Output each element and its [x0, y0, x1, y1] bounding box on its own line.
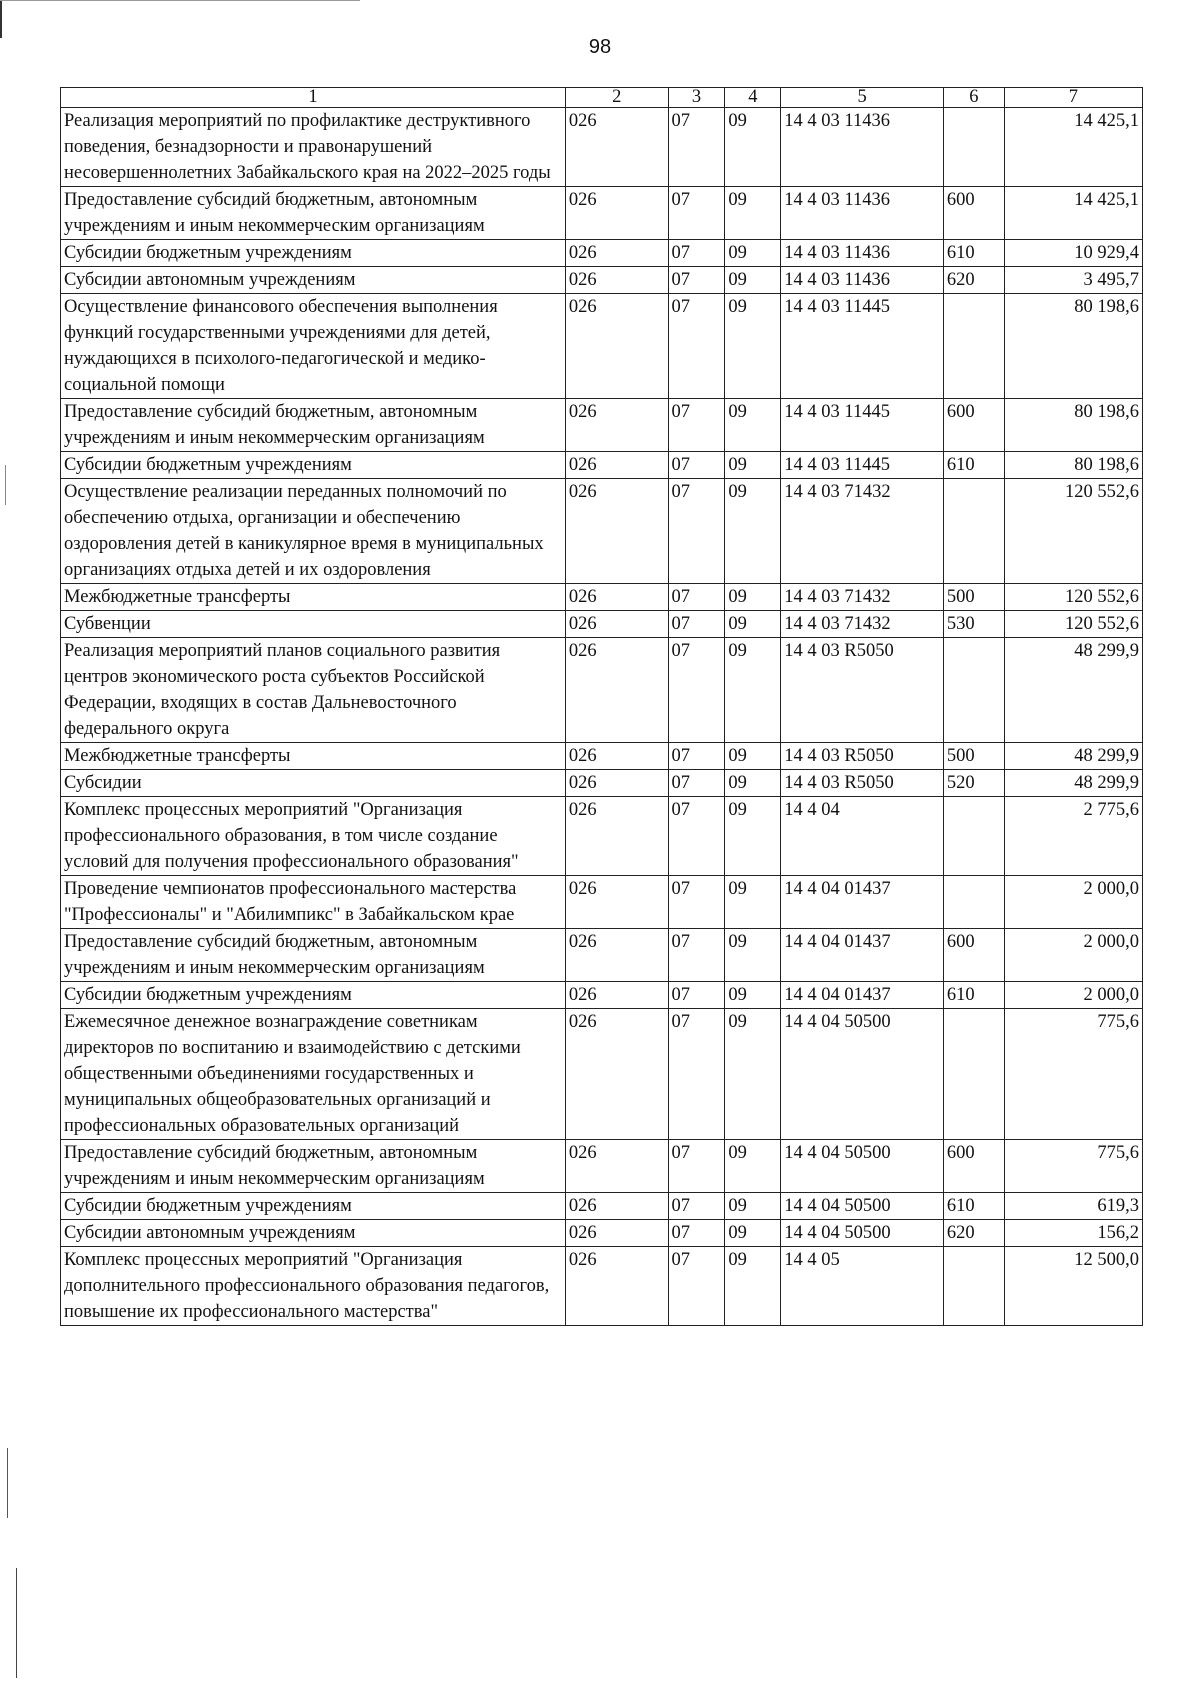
table-row	[61, 1220, 1143, 1247]
row-sum-cell: 14 425,1	[1004, 108, 1142, 187]
row-target-article-cell: 14 4 04 50500	[781, 1193, 944, 1220]
row-sum-cell: 120 552,6	[1004, 479, 1142, 584]
row-subsection-cell: 09	[725, 982, 781, 1009]
row-target-article-cell: 14 4 04 01437	[781, 876, 944, 929]
row-target-article-cell: 14 4 05	[781, 1247, 944, 1326]
row-section-cell: 07	[668, 797, 725, 876]
row-subsection-cell: 09	[725, 479, 781, 584]
row-target-article-cell: 14 4 03 R5050	[781, 770, 944, 797]
row-grbs-cell: 026	[565, 294, 668, 399]
row-section-cell: 07	[668, 452, 725, 479]
row-name-cell: Реализация мероприятий по профилактике деструктивного поведения, безнадзорности и правонарушений несовершеннолетних Забайкальского края на 2022–2025 годы	[61, 108, 566, 187]
row-section-cell: 07	[668, 1140, 725, 1193]
row-section-cell: 07	[668, 743, 725, 770]
table-row	[61, 982, 1143, 1009]
row-grbs-cell: 026	[565, 1193, 668, 1220]
column-number-row	[61, 88, 1143, 108]
row-target-article-cell: 14 4 04	[781, 797, 944, 876]
table-row	[61, 1193, 1143, 1220]
row-target-article-cell: 14 4 04 50500	[781, 1140, 944, 1193]
row-target-article-cell: 14 4 04 50500	[781, 1009, 944, 1140]
row-expense-type-cell: 610	[943, 1193, 1004, 1220]
column-number: 7	[1004, 88, 1142, 108]
row-sum-cell: 14 425,1	[1004, 187, 1142, 240]
row-section-cell: 07	[668, 611, 725, 638]
table-row	[61, 479, 1143, 584]
row-grbs-cell: 026	[565, 638, 668, 743]
row-expense-type-cell	[943, 108, 1004, 187]
row-subsection-cell: 09	[725, 876, 781, 929]
row-grbs-cell: 026	[565, 399, 668, 452]
row-section-cell: 07	[668, 108, 725, 187]
row-section-cell: 07	[668, 1193, 725, 1220]
row-expense-type-cell	[943, 294, 1004, 399]
row-expense-type-cell	[943, 638, 1004, 743]
row-expense-type-cell	[943, 1247, 1004, 1326]
row-sum-cell: 80 198,6	[1004, 452, 1142, 479]
row-grbs-cell: 026	[565, 1140, 668, 1193]
column-number: 4	[725, 88, 781, 108]
row-sum-cell: 2 775,6	[1004, 797, 1142, 876]
row-section-cell: 07	[668, 982, 725, 1009]
row-name-cell: Реализация мероприятий планов социального развития центров экономического роста субъектов Российской Федерации, входящих в состав Дальневосточного федерального округа	[61, 638, 566, 743]
table-body	[61, 108, 1143, 1326]
row-expense-type-cell	[943, 876, 1004, 929]
row-grbs-cell: 026	[565, 876, 668, 929]
budget-table	[60, 87, 1143, 1326]
row-section-cell: 07	[668, 399, 725, 452]
row-target-article-cell: 14 4 03 R5050	[781, 638, 944, 743]
row-target-article-cell: 14 4 03 11445	[781, 294, 944, 399]
row-sum-cell: 10 929,4	[1004, 240, 1142, 267]
row-sum-cell: 80 198,6	[1004, 294, 1142, 399]
row-sum-cell: 120 552,6	[1004, 584, 1142, 611]
row-expense-type-cell: 610	[943, 452, 1004, 479]
table-row	[61, 876, 1143, 929]
row-grbs-cell: 026	[565, 108, 668, 187]
row-subsection-cell: 09	[725, 267, 781, 294]
row-section-cell: 07	[668, 638, 725, 743]
table-row	[61, 929, 1143, 982]
row-target-article-cell: 14 4 03 11436	[781, 240, 944, 267]
column-number: 6	[943, 88, 1004, 108]
row-target-article-cell: 14 4 03 71432	[781, 611, 944, 638]
table-row	[61, 797, 1143, 876]
row-target-article-cell: 14 4 04 01437	[781, 929, 944, 982]
row-subsection-cell: 09	[725, 743, 781, 770]
row-sum-cell: 80 198,6	[1004, 399, 1142, 452]
scan-edge-mark-left-2	[7, 1448, 8, 1518]
row-subsection-cell: 09	[725, 108, 781, 187]
row-name-cell: Проведение чемпионатов профессионального мастерства "Профессионалы" и "Абилимпикс" в Забайкальском крае	[61, 876, 566, 929]
row-target-article-cell: 14 4 04 01437	[781, 982, 944, 1009]
column-number: 1	[61, 88, 566, 108]
row-subsection-cell: 09	[725, 1193, 781, 1220]
row-sum-cell: 2 000,0	[1004, 929, 1142, 982]
row-subsection-cell: 09	[725, 240, 781, 267]
column-number: 3	[668, 88, 725, 108]
row-grbs-cell: 026	[565, 797, 668, 876]
row-grbs-cell: 026	[565, 929, 668, 982]
row-expense-type-cell: 500	[943, 743, 1004, 770]
row-sum-cell: 120 552,6	[1004, 611, 1142, 638]
row-grbs-cell: 026	[565, 1009, 668, 1140]
table-row	[61, 584, 1143, 611]
row-name-cell: Субсидии автономным учреждениям	[61, 1220, 566, 1247]
row-section-cell: 07	[668, 1247, 725, 1326]
row-target-article-cell: 14 4 03 11436	[781, 108, 944, 187]
table-row	[61, 267, 1143, 294]
table-row	[61, 1009, 1143, 1140]
row-name-cell: Предоставление субсидий бюджетным, автономным учреждениям и иным некоммерческим организациям	[61, 1140, 566, 1193]
row-subsection-cell: 09	[725, 1247, 781, 1326]
row-expense-type-cell: 600	[943, 399, 1004, 452]
row-section-cell: 07	[668, 770, 725, 797]
table-row	[61, 638, 1143, 743]
row-expense-type-cell: 600	[943, 187, 1004, 240]
row-subsection-cell: 09	[725, 929, 781, 982]
row-grbs-cell: 026	[565, 743, 668, 770]
row-name-cell: Осуществление финансового обеспечения выполнения функций государственными учреждениями для детей, нуждающихся в психолого-педагогической и медико-социальной помощи	[61, 294, 566, 399]
row-expense-type-cell: 520	[943, 770, 1004, 797]
row-section-cell: 07	[668, 187, 725, 240]
table-row	[61, 108, 1143, 187]
row-expense-type-cell: 610	[943, 982, 1004, 1009]
table-row	[61, 611, 1143, 638]
row-name-cell: Субсидии бюджетным учреждениям	[61, 240, 566, 267]
row-section-cell: 07	[668, 929, 725, 982]
row-grbs-cell: 026	[565, 452, 668, 479]
scan-edge-mark-left-1	[5, 465, 6, 505]
row-name-cell: Межбюджетные трансферты	[61, 584, 566, 611]
row-section-cell: 07	[668, 479, 725, 584]
row-section-cell: 07	[668, 584, 725, 611]
row-grbs-cell: 026	[565, 770, 668, 797]
row-name-cell: Субсидии бюджетным учреждениям	[61, 982, 566, 1009]
row-target-article-cell: 14 4 03 11445	[781, 452, 944, 479]
row-subsection-cell: 09	[725, 611, 781, 638]
scan-edge-mark-left-3	[16, 1568, 17, 1678]
row-grbs-cell: 026	[565, 1247, 668, 1326]
table-row	[61, 1140, 1143, 1193]
row-grbs-cell: 026	[565, 982, 668, 1009]
row-expense-type-cell: 500	[943, 584, 1004, 611]
row-target-article-cell: 14 4 03 71432	[781, 584, 944, 611]
row-target-article-cell: 14 4 03 11436	[781, 187, 944, 240]
row-expense-type-cell: 600	[943, 1140, 1004, 1193]
row-subsection-cell: 09	[725, 1220, 781, 1247]
row-subsection-cell: 09	[725, 294, 781, 399]
row-target-article-cell: 14 4 03 11436	[781, 267, 944, 294]
row-subsection-cell: 09	[725, 187, 781, 240]
row-sum-cell: 775,6	[1004, 1140, 1142, 1193]
row-expense-type-cell	[943, 797, 1004, 876]
row-section-cell: 07	[668, 240, 725, 267]
row-expense-type-cell: 620	[943, 1220, 1004, 1247]
row-name-cell: Субсидии бюджетным учреждениям	[61, 452, 566, 479]
row-name-cell: Комплекс процессных мероприятий "Организация профессионального образования, в том числе создание условий для получения профессионального образования"	[61, 797, 566, 876]
row-name-cell: Предоставление субсидий бюджетным, автономным учреждениям и иным некоммерческим организациям	[61, 399, 566, 452]
row-grbs-cell: 026	[565, 584, 668, 611]
table-row	[61, 240, 1143, 267]
row-grbs-cell: 026	[565, 611, 668, 638]
table-header	[61, 88, 1143, 108]
row-name-cell: Предоставление субсидий бюджетным, автономным учреждениям и иным некоммерческим организациям	[61, 187, 566, 240]
row-name-cell: Субсидии бюджетным учреждениям	[61, 1193, 566, 1220]
row-subsection-cell: 09	[725, 399, 781, 452]
row-expense-type-cell: 530	[943, 611, 1004, 638]
column-number: 5	[781, 88, 944, 108]
row-sum-cell: 12 500,0	[1004, 1247, 1142, 1326]
row-section-cell: 07	[668, 876, 725, 929]
row-name-cell: Комплекс процессных мероприятий "Организация дополнительного профессионального образования педагогов, повышение их профессионального мастерства"	[61, 1247, 566, 1326]
row-sum-cell: 775,6	[1004, 1009, 1142, 1140]
column-number: 2	[565, 88, 668, 108]
scan-edge-mark-line	[0, 0, 360, 1]
row-sum-cell: 156,2	[1004, 1220, 1142, 1247]
row-subsection-cell: 09	[725, 584, 781, 611]
row-grbs-cell: 026	[565, 479, 668, 584]
scan-edge-mark-top	[0, 0, 2, 38]
table-row	[61, 770, 1143, 797]
row-name-cell: Предоставление субсидий бюджетным, автономным учреждениям и иным некоммерческим организациям	[61, 929, 566, 982]
row-expense-type-cell: 620	[943, 267, 1004, 294]
row-name-cell: Субсидии автономным учреждениям	[61, 267, 566, 294]
row-expense-type-cell: 610	[943, 240, 1004, 267]
row-grbs-cell: 026	[565, 1220, 668, 1247]
row-section-cell: 07	[668, 1009, 725, 1140]
row-subsection-cell: 09	[725, 638, 781, 743]
table-row	[61, 1247, 1143, 1326]
row-target-article-cell: 14 4 04 50500	[781, 1220, 944, 1247]
row-sum-cell: 3 495,7	[1004, 267, 1142, 294]
table-row	[61, 743, 1143, 770]
row-grbs-cell: 026	[565, 240, 668, 267]
row-sum-cell: 48 299,9	[1004, 743, 1142, 770]
row-subsection-cell: 09	[725, 452, 781, 479]
row-name-cell: Ежемесячное денежное вознаграждение советникам директоров по воспитанию и взаимодействию с детскими общественными объединениями государственных и муниципальных общеобразовательных организаций и профессиональных образовательных организаций	[61, 1009, 566, 1140]
row-subsection-cell: 09	[725, 1009, 781, 1140]
row-sum-cell: 2 000,0	[1004, 982, 1142, 1009]
row-sum-cell: 2 000,0	[1004, 876, 1142, 929]
row-name-cell: Субвенции	[61, 611, 566, 638]
table-row	[61, 294, 1143, 399]
row-section-cell: 07	[668, 267, 725, 294]
row-target-article-cell: 14 4 03 71432	[781, 479, 944, 584]
row-target-article-cell: 14 4 03 11445	[781, 399, 944, 452]
row-section-cell: 07	[668, 294, 725, 399]
row-subsection-cell: 09	[725, 770, 781, 797]
row-sum-cell: 619,3	[1004, 1193, 1142, 1220]
row-subsection-cell: 09	[725, 1140, 781, 1193]
row-name-cell: Осуществление реализации переданных полномочий по обеспечению отдыха, организации и обеспечению оздоровления детей в каникулярное время в муниципальных организациях отдыха детей и их оздоровления	[61, 479, 566, 584]
row-name-cell: Межбюджетные трансферты	[61, 743, 566, 770]
row-subsection-cell: 09	[725, 797, 781, 876]
row-section-cell: 07	[668, 1220, 725, 1247]
row-name-cell: Субсидии	[61, 770, 566, 797]
row-expense-type-cell	[943, 479, 1004, 584]
row-expense-type-cell	[943, 1009, 1004, 1140]
page-number: 98	[588, 36, 612, 58]
table-row	[61, 452, 1143, 479]
row-target-article-cell: 14 4 03 R5050	[781, 743, 944, 770]
table-row	[61, 187, 1143, 240]
row-sum-cell: 48 299,9	[1004, 638, 1142, 743]
row-grbs-cell: 026	[565, 267, 668, 294]
row-expense-type-cell: 600	[943, 929, 1004, 982]
row-grbs-cell: 026	[565, 187, 668, 240]
row-sum-cell: 48 299,9	[1004, 770, 1142, 797]
table-row	[61, 399, 1143, 452]
